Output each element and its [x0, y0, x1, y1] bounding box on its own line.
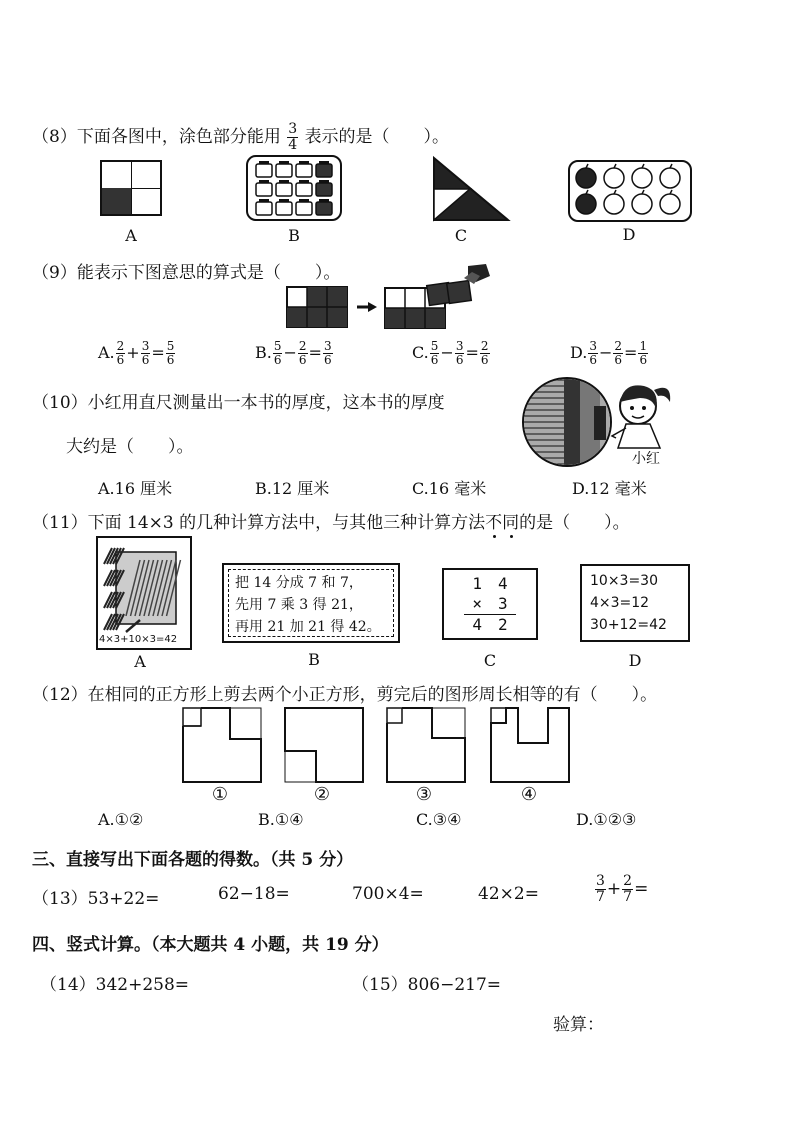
- q10-option-b[interactable]: B.12 厘米: [255, 479, 330, 498]
- q9-option-a[interactable]: A. $\frac{2}{6}$ + $\frac{3}{6}$ = $\frac{5}{6}$: [98, 339, 175, 367]
- q13-item2: 62−18=: [218, 884, 290, 904]
- section3-title: 三、直接写出下面各题的得数。（共 5 分）: [32, 850, 354, 870]
- q10-girl-label: 小红: [632, 451, 660, 467]
- arrow-right-icon: [356, 300, 378, 314]
- check-label: 验算：: [553, 1015, 604, 1035]
- q12-label-2: ②: [313, 784, 331, 805]
- q8-figure-a: [100, 160, 162, 216]
- q11-label-d: D: [628, 651, 642, 670]
- q12-label-4: ④: [520, 784, 538, 805]
- q8-figure-d: [568, 160, 692, 222]
- q8-label-d: D: [622, 225, 636, 244]
- q8-stem: （8）下面各图中，涂色部分能用 $\frac{3}{4}$ 表示的是（ ）。: [32, 121, 450, 153]
- q12-stem: （12）在相同的正方形上剪去两个小正方形，剪完后的图形周长相等的有（ ）。: [32, 685, 658, 705]
- q9-grid-before: [286, 286, 348, 328]
- q11-figure-d: [580, 564, 690, 642]
- q13-item5: $\frac{3}{7}$ + $\frac{2}{7}$ =: [596, 873, 649, 905]
- q12-option-a[interactable]: A.①②: [98, 810, 144, 829]
- q12-option-b[interactable]: B.①④: [258, 810, 304, 829]
- q11-label-c: C: [483, 651, 497, 670]
- q12-figure-1: [182, 707, 262, 783]
- q12-figure-2: [284, 707, 364, 783]
- q11-label-a: A: [134, 652, 146, 671]
- q14: （14）342+258=: [40, 975, 190, 995]
- q15: （15）806−217=: [352, 975, 502, 995]
- q11-figure-b: [222, 563, 400, 643]
- q11-c-line3: 4 2: [472, 615, 508, 634]
- q8-label-c: C: [454, 226, 468, 245]
- q11-b-line2: 先用 7 乘 3 得 21，: [235, 597, 363, 613]
- q8-fraction: $\frac{3}{4}$: [288, 121, 298, 153]
- q11-b-line1: 把 14 分成 7 和 7，: [235, 575, 363, 591]
- q10-option-c[interactable]: C.16 毫米: [412, 479, 487, 498]
- q9-option-d[interactable]: D. $\frac{3}{6}$ − $\frac{2}{6}$ = $\frac{1}{6}$: [570, 339, 648, 367]
- q11-figure-a: [96, 536, 192, 650]
- q8-label-a: A: [125, 226, 137, 245]
- q12-label-1: ①: [211, 784, 229, 805]
- q9-grid-after: [384, 262, 494, 330]
- q10-stem-line2: 大约是（ ）。: [66, 437, 194, 457]
- q8-label-b: B: [288, 226, 300, 245]
- section4-title: 四、竖式计算。（本大题共 4 小题，共 19 分）: [32, 935, 389, 955]
- q11-d-line2: 4×3=12: [590, 595, 650, 611]
- q11-stem: （11）下面 14×3 的几种计算方法中，与其他三种计算方法不同的是（ ）。: [32, 513, 630, 533]
- q11-figure-c: [442, 568, 538, 640]
- q12-option-c[interactable]: C.③④: [416, 810, 462, 829]
- q12-figure-4: [490, 707, 570, 783]
- q13-item3: 700×4=: [352, 884, 424, 904]
- q10-option-a[interactable]: A.16 厘米: [98, 479, 173, 498]
- q8-figure-c: [432, 156, 510, 222]
- q11-c-line2: × 3: [464, 594, 516, 615]
- q12-figure-3: [386, 707, 466, 783]
- q10-stem-line1: （10）小红用直尺测量出一本书的厚度，这本书的厚度: [32, 393, 445, 413]
- q13-item1: （13）53+22=: [32, 889, 160, 909]
- q12-label-3: ③: [415, 784, 433, 805]
- q11-d-line3: 30+12=42: [590, 617, 667, 633]
- q9-option-c[interactable]: C. $\frac{5}{6}$ − $\frac{3}{6}$ = $\frac{2}{6}$: [412, 339, 489, 367]
- q11-label-b: B: [308, 650, 320, 669]
- q10-illustration: [520, 376, 696, 468]
- q9-option-b[interactable]: B. $\frac{5}{6}$ − $\frac{2}{6}$ = $\frac{3}{6}$: [255, 339, 332, 367]
- q11-c-line1: 1 4: [472, 574, 508, 593]
- q11-b-line3: 再用 21 加 21 得 42。: [235, 619, 381, 635]
- q9-stem: （9）能表示下图意思的算式是（ ）。: [32, 263, 341, 283]
- q11-a-caption: 4×3+10×3=42: [99, 634, 178, 645]
- q12-option-d[interactable]: D.①②③: [576, 810, 637, 829]
- q13-item4: 42×2=: [478, 884, 539, 904]
- q11-d-line1: 10×3=30: [590, 573, 658, 589]
- q10-option-d[interactable]: D.12 毫米: [572, 479, 647, 498]
- q8-figure-b: [246, 155, 342, 221]
